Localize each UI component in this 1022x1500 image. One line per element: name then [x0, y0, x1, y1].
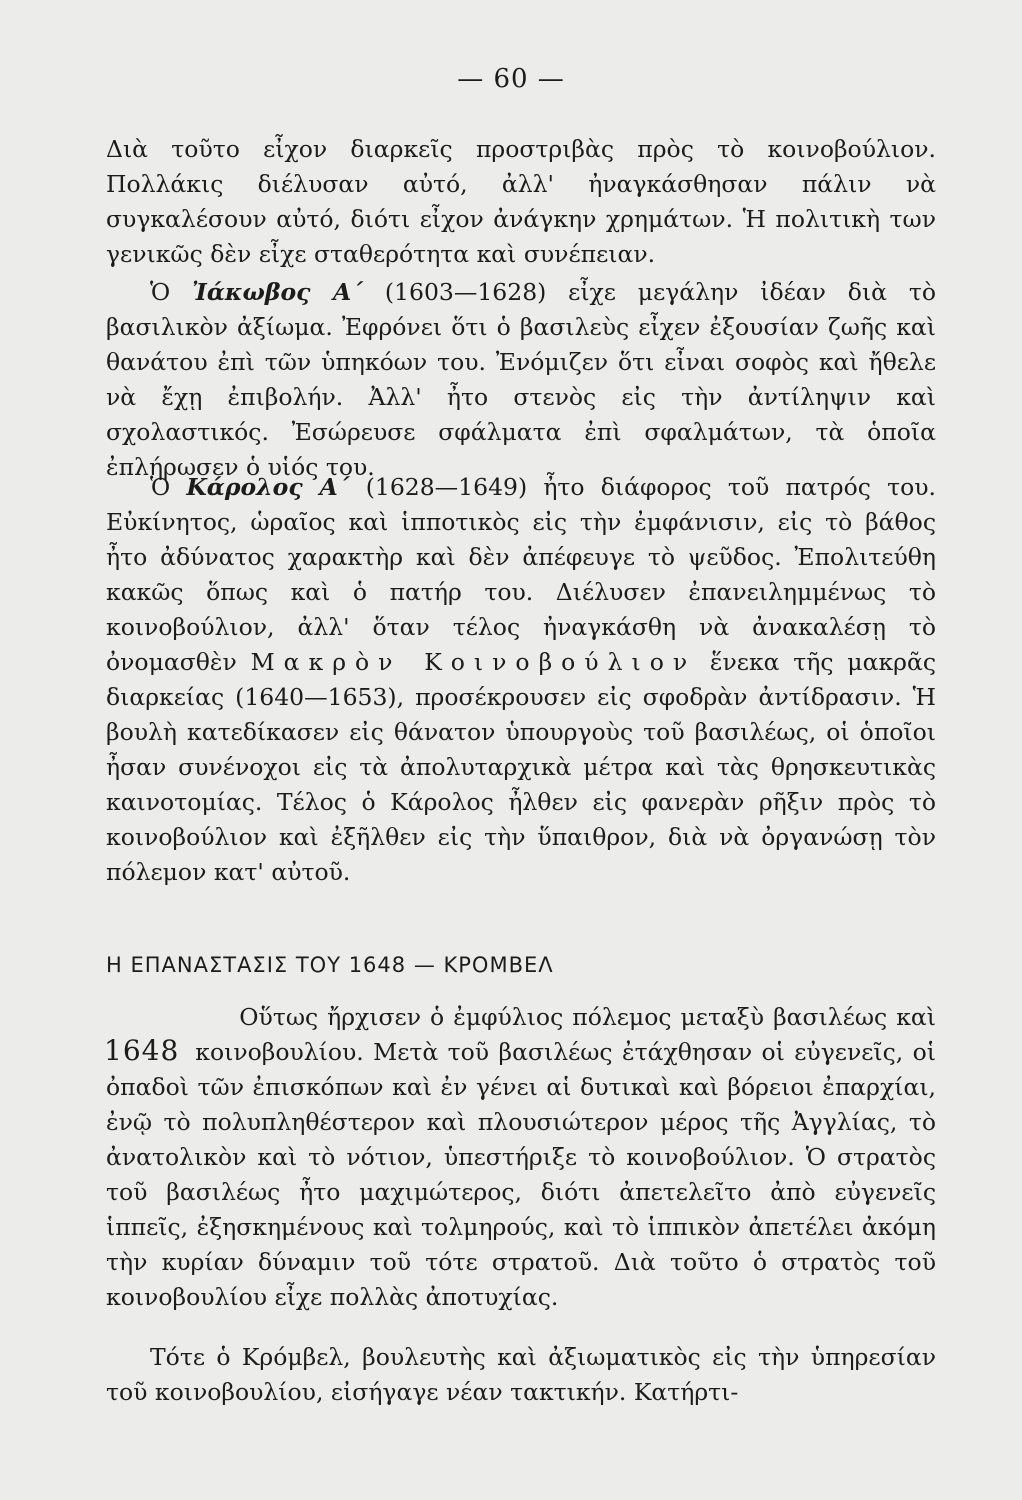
paragraph-opening: Ὁ	[150, 473, 187, 501]
paragraph-text: (1628—1649) ἦτο διάφορος τοῦ πατρός του. Εὐκίνητος, ὡραῖος καὶ ἱπποτικὸς εἰς τὴν ἐμφάνισιν, εἰς τὸ βάθος ἦτο ἀδύνατος χαρακτὴρ καὶ δὲν ἀπέφευγε τὸ ψεῦδος. Ἐπολιτεύθη κακῶς ὅπως καὶ ὁ πατήρ του. Διέλυσεν ἐπανειλημμένως τὸ κοινοβούλιον, ἀλλ' ὅταν τέλος ἠναγκάσθη νὰ ἀνακαλέσῃ τὸ ὀνομασθὲν	[106, 473, 936, 676]
long-parliament-term: Μακρὸν Κοινοβούλιον	[250, 648, 697, 676]
section-heading: Η ΕΠΑΝΑΣΤΑΣΙΣ ΤΟΥ 1648 — ΚΡΟΜΒΕΛ	[106, 953, 554, 977]
paragraph-text: Τότε ὁ Κρόμβελ, βουλευτὴς καὶ ἀξιωματικὸς εἰς τὴν ὑπηρεσίαν τοῦ κοινοβουλίου, εἰσήγαγε νέαν τακτικήν. Κατήρτι-	[106, 1343, 936, 1406]
paragraph-text: Διὰ τοῦτο εἶχον διαρκεῖς προστριβὰς πρὸς τὸ κοινοβούλιον. Πολλάκις διέλυσαν αὐτό, ἀλλ' ἠναγκάσθησαν πάλιν νὰ συγκαλέσουν αὐτό, διότι εἶχον ἀνάγκην χρημάτων. Ἡ πολιτικὴ των γενικῶς δὲν εἶχε σταθερότητα καὶ συνέπειαν.	[106, 135, 936, 268]
paragraph-text: (1603—1628) εἶχε μεγάλην ἰδέαν διὰ τὸ βασιλικὸν ἀξίωμα. Ἐφρόνει ὅτι ὁ βασιλεὺς εἶχεν ἐξουσίαν ζωῆς καὶ θανάτου ἐπὶ τῶν ὑπηκόων του. Ἐνόμιζεν ὅτι εἶναι σοφὸς καὶ ἤθελε νὰ ἔχῃ ἐπιβολήν. Ἀλλ' ἦτο στενὸς εἰς τὴν ἀντίληψιν καὶ σχολαστικός. Ἐσώρευσε σφάλματα ἐπὶ σφαλμάτων, τὰ ὁποῖα ἐπλήρωσεν ὁ υἱός του.	[106, 278, 937, 481]
king-name-charles: Κάρολος Α΄	[186, 473, 350, 501]
paragraph-opening: Ὁ	[150, 278, 193, 306]
margin-year-note: 1648	[104, 1034, 180, 1067]
paragraph-james-i	[106, 275, 936, 485]
paragraph-cromwell	[106, 1340, 936, 1410]
paragraph-civil-war	[106, 1000, 936, 1315]
paragraph-parliament-friction	[106, 132, 936, 272]
king-name-james: Ἰάκωβος Α΄	[192, 278, 364, 306]
paragraph-charles-i	[106, 470, 936, 890]
paragraph-text: ἕνεκα τῆς μακρᾶς διαρκείας (1640—1653), προσέκρουσεν εἰς σφοδρὰν ἀντίδρασιν. Ἡ βουλὴ κατεδίκασεν εἰς θάνατον ὑπουργοὺς τοῦ βασιλέως, οἱ ὁποῖοι ἦσαν συνένοχοι εἰς τὰ ἀπολυταρχικὰ μέτρα καὶ τὰς θρησκευτικὰς καινοτομίας. Τέλος ὁ Κάρολος ἦλθεν εἰς φανερὰν ρῆξιν πρὸς τὸ κοινοβούλιον καὶ ἐξῆλθεν εἰς τὴν ὕπαιθρον, διὰ νὰ ὀργανώσῃ τὸν πόλεμον κατ' αὐτοῦ.	[106, 648, 936, 886]
paragraph-text: Οὕτως ἤρχισεν ὁ ἐμφύλιος πόλεμος μεταξὺ βασιλέως καὶ κοινοβουλίου. Μετὰ τοῦ βασιλέως ἐτάχθησαν οἱ εὐγενεῖς, οἱ ὀπαδοὶ τῶν ἐπισκόπων καὶ ἐν γένει αἱ δυτικαὶ καὶ βόρειοι ἐπαρχίαι, ἐνῷ τὸ πολυπληθέστερον καὶ πλουσιώτερον μέρος τῆς Ἀγγλίας, τὸ ἀνατολικὸν καὶ τὸ νότιον, ὑπεστήριξε τὸ κοινοβούλιον. Ὁ στρατὸς τοῦ βασιλέως ἦτο μαχιμώτερος, διότι ἀπετελεῖτο ἀπὸ εὐγενεῖς ἱππεῖς, ἐξησκημένους καὶ τολμηρούς, καὶ τὸ ἱππικὸν ἀπετέλει ἀκόμη τὴν κυρίαν δύναμιν τοῦ τότε στρατοῦ. Διὰ τοῦτο ὁ στρατὸς τοῦ κοινοβουλίου εἶχε πολλὰς ἀποτυχίας.	[106, 1003, 936, 1311]
page-number: — 60 —	[457, 64, 565, 94]
